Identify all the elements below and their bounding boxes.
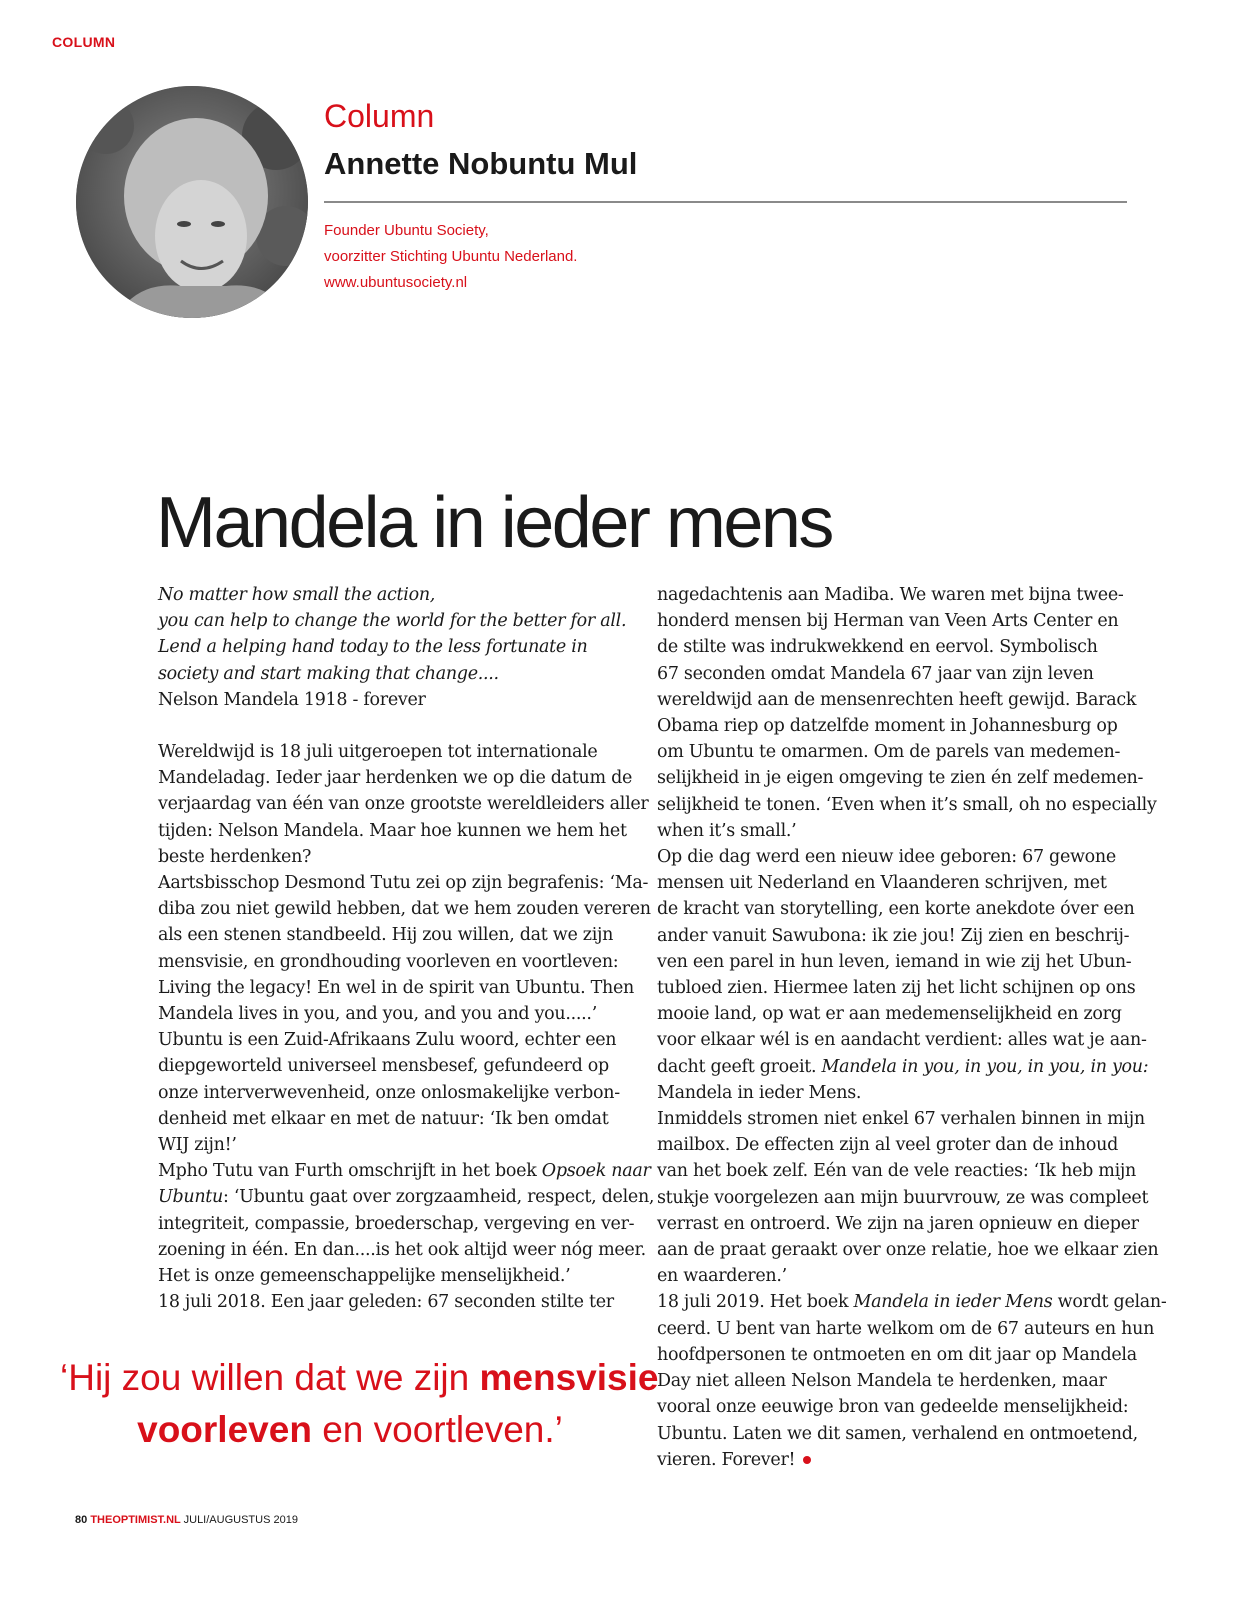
pull-quote: ‘Hij zou willen dat we zijn mensvisie voorleven en voortleven.’ [60,1357,659,1450]
text-line: verjaardag van één van onze grootste wereldleiders aller [158,794,649,815]
section-label: COLUMN [52,34,116,50]
text-line: denheid met elkaar en met de natuur: ‘Ik ben omdat [158,1108,609,1129]
text-line: wereldwijd aan de mensenrechten heeft gewijd. Barack [657,689,1137,710]
text-line: beste herdenken? [158,846,312,867]
book-title: Ubuntu [158,1187,223,1208]
text-line: diba zou niet gewild hebben, dat we hem zouden vereren [158,899,651,920]
text-line: when it’s small.’ [657,820,797,841]
text-line: Inmiddels stromen niet enkel 67 verhalen binnen in mijn [657,1109,1145,1130]
text-line: honderd mensen bij Herman van Veen Arts Center en [657,611,1119,632]
text-line: Ubuntu: ‘Ubuntu gaat over zorgzaamheid, respect, delen, [158,1187,655,1208]
text-line: Wereldwijd is 18 juli uitgeroepen tot internationale [158,742,598,763]
text-line: Mandeladag. Ieder jaar herdenken we op die datum de [158,768,633,789]
text-line: tubloed zien. Hiermee laten zij het licht schijnen op ons [657,978,1136,999]
text-line: ander vanuit Sawubona: ik zie jou! Zij zien en beschrij- [657,925,1130,946]
text-line: hoofdpersonen te ontmoeten en om dit jaar op Mandela [657,1344,1137,1365]
epigraph-line: society and start making that change.... [158,663,499,684]
text-line: Obama riep op datzelfde moment in Johannesburg op [657,716,1118,737]
text-line: Ubuntu is een Zuid-Afrikaans Zulu woord, echter een [158,1030,617,1051]
bio-link[interactable]: www.ubuntusociety.nl [324,274,468,291]
text-line: Ubuntu. Laten we dit samen, verhalend en ontmoetend, [657,1423,1138,1444]
epigraph-attribution: Nelson Mandela 1918 - forever [158,689,426,710]
text-line: ceerd. U bent van harte welkom om de 67 auteurs en hun [657,1318,1155,1339]
issue-date: JULI/AUGUSTUS 2019 [183,1514,298,1526]
paragraph [158,1027,628,1158]
text-line: Living the legacy! En wel in de spirit van Ubuntu. Then [158,977,634,998]
text-line: nagedachtenis aan Madiba. We waren met bijna twee- [657,585,1124,605]
magazine-name: THEOPTIMIST.NL [90,1514,181,1526]
column-header [324,96,1127,184]
column-kicker: Column [324,98,435,134]
page-footer [75,1514,298,1526]
bio-line: Founder Ubuntu Society, [324,222,489,239]
text-line: als een stenen standbeeld. Hij zou willen, dat we zijn [158,925,614,946]
text-line: 18 juli 2018. Een jaar geleden: 67 seconden stilte ter [158,1292,614,1313]
text-line: mailbox. De effecten zijn al veel groter dan de inhoud [657,1135,1118,1156]
text-line: selijkheid te tonen. ‘Even when it’s small, oh no especially [657,794,1157,815]
text-line: Mandela lives in you, and you, and you and you.....’ [158,1004,597,1025]
end-mark-icon [803,1456,811,1464]
text-line: verrast en ontroerd. We zijn na jaren opnieuw en dieper [657,1213,1139,1234]
paragraph [158,1158,655,1289]
text-line: Day niet alleen Nelson Mandela te herdenken, maar [657,1371,1107,1392]
article-column-right [657,582,1167,1473]
text-line: en waarderen.’ [657,1266,787,1287]
text-line: tijden: Nelson Mandela. Maar hoe kunnen we hem het [158,820,627,841]
paragraph [158,870,651,1027]
text-line: 18 juli 2019. Het boek Mandela in ieder Mens wordt gelan- [657,1292,1167,1313]
text-line: voor elkaar wél is en aandacht verdient: alles wat je aan- [657,1030,1147,1051]
author-photo [76,86,308,318]
text-line: 67 seconden omdat Mandela 67 jaar van zijn leven [657,663,1094,684]
text-line: Mandela in ieder Mens. [657,1082,862,1103]
epigraph [158,582,628,713]
text-line: vooral onze eeuwige bron van gedeelde menselijkheid: [657,1397,1129,1418]
epigraph-line: Lend a helping hand today to the less fortunate in [158,637,588,658]
author-bio [324,218,577,296]
article-headline: Mandela in ieder mens [156,483,832,563]
text-line: de stilte was indrukwekkend en eervol. Symbolisch [657,637,1098,658]
text-line: Op die dag werd een nieuw idee geboren: 67 gewone [657,847,1116,868]
text-line: zoening in één. En dan....is het ook altijd weer nóg meer. [158,1239,646,1260]
text-line: Het is onze gemeenschappelijke menselijkheid.’ [158,1266,571,1287]
text-line: van het boek zelf. Eén van de vele reacties: ‘Ik heb mijn [657,1161,1136,1182]
text-line: stukje voorgelezen aan mijn buurvrouw, ze was compleet [657,1187,1149,1208]
paragraph [657,1289,1167,1472]
text-line: Mpho Tutu van Furth omschrijft in het boek Opsoek naar [158,1161,651,1182]
text-line: diepgeworteld universeel mensbesef, gefundeerd op [158,1056,609,1077]
page-number: 80 [75,1514,88,1526]
text-line: onze interverwevenheid, onze onlosmakelijke verbon- [158,1082,620,1103]
text-line: mensen uit Nederland en Vlaanderen schrijven, met [657,873,1107,894]
paragraph [657,844,1149,1106]
text-line: om Ubuntu te omarmen. Om de parels van medemen- [657,742,1121,763]
author-photo-icon [76,86,308,318]
text-line: Aartsbisschop Desmond Tutu zei op zijn begrafenis: ‘Ma- [158,873,649,894]
text-line: aan de praat geraakt over onze relatie, hoe we elkaar zien [657,1240,1159,1261]
article-column-left [158,582,655,1315]
text-line: ven een parel in hun leven, iemand in wie zij het Ubun- [657,951,1132,972]
paragraph [657,582,1157,844]
text-line: integriteit, compassie, broederschap, vergeving en ver- [158,1213,635,1234]
epigraph-line: you can help to change the world for the better for all. [158,611,627,632]
epigraph-line: No matter how small the action, [158,585,436,605]
text-line: dacht geeft groeit. Mandela in you, in you, in you, in you: [657,1056,1149,1077]
text-line: mooie land, op wat er aan medemenselijkheid en zorg [657,1004,1122,1025]
bio-line: voorzitter Stichting Ubuntu Nederland. [324,248,578,265]
paragraph [158,739,649,870]
paragraph [657,1106,1159,1289]
header-divider [324,201,1127,203]
text-line: de kracht van storytelling, een korte anekdote óver een [657,899,1135,920]
book-title: Mandela in ieder Mens [853,1292,1053,1313]
text-line: WIJ zijn!’ [158,1135,237,1156]
author-name: Annette Nobuntu Mul [324,146,638,181]
text-line: vieren. Forever! [657,1447,1127,1473]
book-title: Opsoek naar [541,1161,651,1182]
text-line: selijkheid in je eigen omgeving te zien én zelf medemen- [657,768,1144,789]
text-line: mensvisie, en grondhouding voorleven en voortleven: [158,951,619,972]
